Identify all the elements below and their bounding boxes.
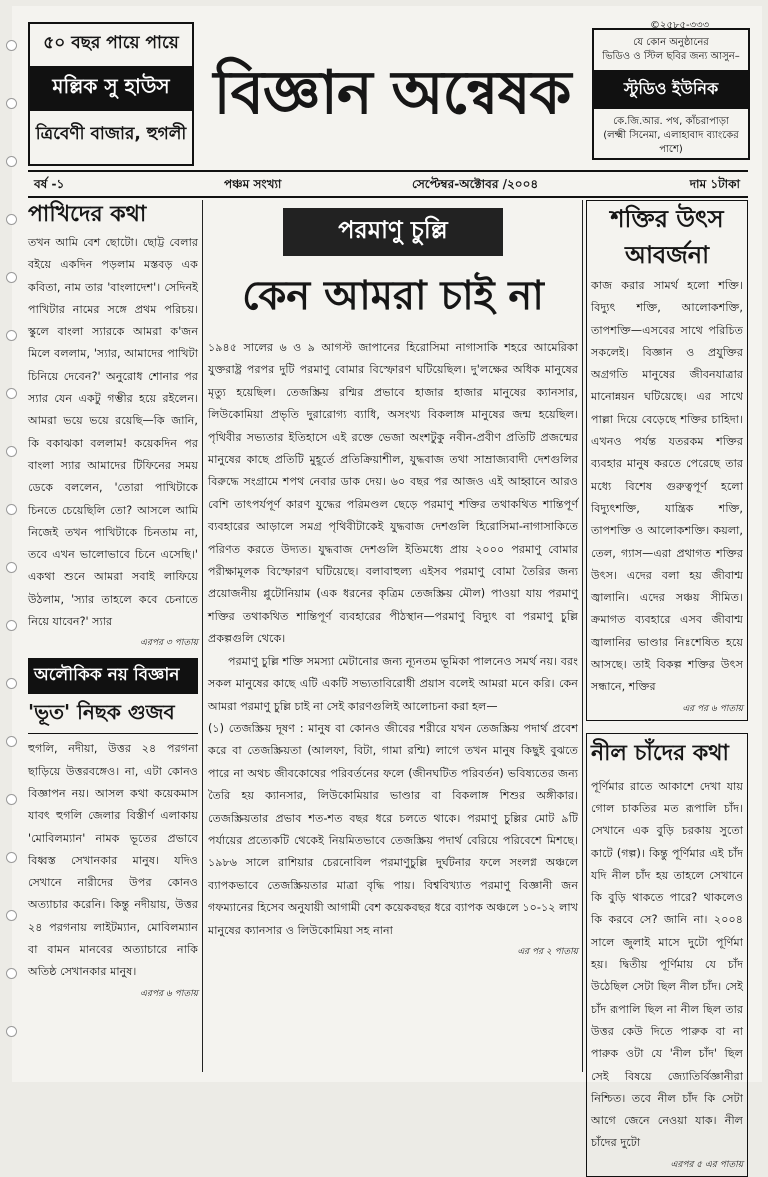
- lead-paragraph: ১৯৪৫ সালের ৬ ও ৯ আগস্ট জাপানের হিরোসিমা নাগাসাকি শহরে আমেরিকা যুক্তরাষ্ট্র পরপর দুটি পরমাণু বোমার বিস্ফোরণ ঘটিয়েছিল। দু'লক্ষের অধিক মানুষের মৃত্যু হয়েছিল। তেজস্ক্রিয় রশ্মির প্রভাবে হাজার হাজার মানুষের ক্যানসার, লিউকোমিয়া প্রভৃতি দুরারোগ্য ব্যাধি, অসংখ্য বিকলাঙ্গ মানুষের জন্ম হয়েছিল। পৃথিবীর সভ্যতার ইতিহাসে এই রক্তে ভেজা অংশটুকু নবীন-প্রবীণ প্রতিটি প্রজন্মের মানুষের কাছে প্রতিটি মুহূর্তে প্রতিক্রিয়াশীল, যুদ্ধবাজ তথা সাম্রাজ্যবাদী দেশগুলির বিরুদ্ধে সংগ্রামে শপথ নেবার ডাক দেয়। ৬০ বছর পর আজও এই আহ্বানে আরও বেশি তাৎপর্যপূর্ণ কারণ যুদ্ধের পরিমণ্ডল ছেড়ে পরমাণু শক্তির তথাকথিত শান্তিপূর্ণ ব্যবহারের আড়ালে সমগ্র পৃথিবীটাকেই যুদ্ধবাজ দেশগুলি হিরোসিমা-নাগাসাকিতে পরিণত করতে উদ্যত। যুদ্ধবাজ দেশগুলি ইতিমধ্যে প্রায় ২০০০ পরমাণু বোমার পরীক্ষামূলক বিস্ফোরণ ঘটিয়েছে। বলাবাহুল্য এইসব পরমাণু বোমা তৈরির জন্য প্রয়োজনীয় প্লুটোনিয়াম (এক ধরনের কৃত্রিম তেজস্ক্রিয় মৌল) পাওয়া যায় পরমাণু শক্তির তথাকথিত শান্তিপূর্ণ ব্যবহারের পীঠস্থান—পরমাণু বিদ্যুৎ বা পরমাণু চুল্লি প্রকল্পগুলি থেকে।: [208, 341, 578, 646]
- binder-hole-icon: [6, 852, 17, 863]
- continued-note: এর পর ২ পাতায়: [517, 946, 578, 957]
- ad-studio-name: স্টুডিও ইউনিক: [594, 70, 748, 109]
- right-column: [586, 200, 748, 1170]
- continued-note: এরপর ৫ এর পাতায়: [670, 1159, 743, 1170]
- binder-hole-icon: [6, 40, 17, 51]
- article-title-birds: পাখিদের কথা: [28, 202, 147, 227]
- ad-studio-address: [594, 115, 748, 157]
- binder-hole-icon: [6, 910, 17, 921]
- issue-year: বর্ষ -১: [34, 177, 65, 191]
- binder-hole-icon: [6, 620, 17, 631]
- lead-paragraph: পরমাণু চুল্লি শক্তি সমস্যা মেটানোর জন্য ন্যূনতম ভূমিকা পালনেও সমর্থ নয়। বরং সকল মানুষের কাছে এটি একটি সভ্যতাবিরোধী প্রয়াস বলেই আমরা মনে করি। কেন আমরা পরমাণু চুল্লি চাই না সেই কারণগুলিই আলোচনা করা হল—: [208, 654, 578, 713]
- binder-hole-icon: [6, 214, 17, 225]
- right-advertisement: [592, 28, 750, 160]
- lead-headline: কেন আমরা চাই না: [242, 272, 544, 319]
- binder-hole-icon: [6, 156, 17, 167]
- ad-intro-line: যে কোন অনুষ্ঠানের: [633, 37, 709, 48]
- continued-note: এর পর ৬ পাতায়: [682, 703, 743, 714]
- issue-bar: [28, 170, 748, 198]
- left-advertisement: [28, 22, 194, 166]
- binder-hole-icon: [6, 504, 17, 515]
- ad-shop-name: মল্লিক সু হাউস: [30, 66, 192, 111]
- binder-hole-icon: [6, 330, 17, 341]
- ad-address-line: কে.জি.আর. পথ, কাঁচরাপাড়া: [613, 116, 729, 127]
- lead-paragraph: (১) তেজস্ক্রিয় দূষণ : মানুষ বা কোনও জীবের শরীরে যখন তেজস্ক্রিয় পদার্থ প্রবেশ করে বা তেজস্ক্রিয়তা (আলফা, বিটা, গামা রশ্মি) লাগে তখন মানুষ কিছুই বুঝতে পারে না অথচ জীবকোষের পরিবর্তনের ফলে (জীনঘটিত পরিবর্তন) ভবিষ্যতের জন্য তৈরি হয় ক্যানসার, লিউকোমিয়ার ভাণ্ডার বা বিকলাঙ্গ শিশুর অঙ্গীকার। তেজস্ক্রিয়তার প্রভাব শত-শত বছর ধরে চলতে থাকে। পরমাণু চুল্লির মোট ৯টি পর্যায়ের প্রত্যেকটি থেকেই নিয়মিতভাবে তেজস্ক্রিয় পদার্থ বেরিয়ে পরিবেশে মিশছে। ১৯৮৬ সালে রাশিয়ার চেরনোবিল পরমাণুচুল্লি দুর্ঘটনার ফলে সংলগ্ন অঞ্চলে ব্যাপকভাবে তেজস্ক্রিয়তার মাত্রা বৃদ্ধি পায়। বিশ্ববিখ্যাত পরমাণু বিজ্ঞানী জন গফম্যানের হিসেব অনুযায়ী আগামী বেশ কয়েকবছর ধরে ব্যাপক অঞ্চলে ১০-১২ লাখ মানুষের ক্যানসার ও লিউকোমিয়া সহ নানা: [208, 721, 578, 937]
- continued-note: এরপর ৬ পাতায়: [140, 988, 198, 999]
- binder-hole-icon: [6, 794, 17, 805]
- continued-note: এরপর ৩ পাতায়: [140, 638, 198, 649]
- article-body-blue-moon: পূর্ণিমার রাতে আকাশে দেখা যায় গোল চাকতির মত রূপালি চাঁদ। সেখানে এক বুড়ি চরকায় সুতো কাটে (গল্প)। কিন্তু পূর্ণিমার এই চাঁদ যদি নীল চাঁদ হয় তাহলে সেখানে কি বুড়ি থাকতে পারে? থাকলেও কি করবে সে? জানি না। ২০০৪ সালে জুলাই মাসে দুটো পূর্ণিমা হয়। দ্বিতীয় পূর্ণিমায় যে চাঁদ উঠেছিল সেটা ছিল নীল চাঁদ। সেই চাঁদ রূপালি ছিল না নীল ছিল তার উত্তর কেউ দিতে পারুক বা না পারুক ওটা যে 'নীল চাঁদ' ছিল সেই বিষয়ে জ্যোতির্বিজ্ঞানীরা নিশ্চিত। তবে নীল চাঁদ কি সেটা আগে জেনে নেওয়া যাক। নীল চাঁদের দুটো: [591, 779, 743, 1150]
- binder-hole-icon: [6, 388, 17, 399]
- article-title-energy: শক্তির উৎস আবর্জনা: [610, 205, 724, 269]
- article-body-birds: তখন আমি বেশ ছোটো। ছোট্ট বেলার বইয়ে একদিন পড়লাম মস্তবড় এক কবিতা, নাম তার 'বাংলাদেশ'। সেদিনই পাখিটার নামের সঙ্গে প্রথম পরিচয়। স্কুলে বাংলা স্যারকে আমরা ক'জন মিলে বললাম, 'স্যার, আমাদের পাখিটা চিনিয়ে দেবেন?' অনুরোধ শোনার পর স্যার যেন একটু গম্ভীর হয়ে রইলেন। আমরা ভয়ে ভয়ে রয়েছি—কি জানি, কি বকাঝকা বললাম! কয়েকদিন পর বাংলা স্যার আমাদের টিফিনের সময় ডেকে বললেন, 'তোরা পাখিটাকে চিনতে চেয়েছিলি তো? আসলে আমি নিজেই তখন পাখিটাকে চিনতাম না, তবে এখন ভালোভাবে চিনে এসেছি।' একথা শুনে আমরা সবাই লাফিয়ে উঠলাম, 'স্যার তাহলে কবে চেনাতে নিয়ে যাবেন?' স্যার: [28, 236, 198, 629]
- section-heading-box: অলৌকিক নয় বিজ্ঞান: [28, 658, 198, 694]
- ad-intro-line: ভিডিও ও স্টিল ছবির জন্য আসুন–: [602, 51, 740, 62]
- issue-price: দাম ১টাকা: [689, 177, 740, 191]
- article-body-energy: কাজ করার সামর্থ হলো শক্তি। বিদ্যুৎ শক্তি, আলোকশক্তি, তাপশক্তি—এসবের সাথে পরিচিত সকলেই। বিজ্ঞান ও প্রযুক্তির অগ্রগতি মানুষের জীবনযাত্রার মানোন্নয়ন ঘটিয়েছে। এর সাথে পাল্লা দিয়ে বেড়েছে শক্তির চাহিদা। এখনও পর্যন্ত যতরকম শক্তির ব্যবহার মানুষ করতে পেরেছে তার মধ্যে বিশেষ গুরুত্বপূর্ণ হলো বিদ্যুৎশক্তি, যান্ত্রিক শক্তি, তাপশক্তি ও আলোকশক্তি। কয়লা, তেল, গ্যাস—এরা প্রথাগত শক্তির উৎস। এদের বলা হয় জীবাশ্ম জ্বালানি। এদের সঞ্চয় সীমিত। ক্রমাগত ব্যবহারে এসব জীবাশ্ম জ্বালানির ভাণ্ডার নিঃশেষিত হয়ে আসছে। তাই বিকল্প শক্তির উৎস সন্ধানে, শক্তির: [591, 279, 743, 694]
- phone-number: ©২৫৮৫-৩৩৩: [650, 20, 710, 31]
- ad-intro: [594, 36, 748, 64]
- middle-column: [208, 200, 578, 1072]
- lead-banner: পরমাণু চুল্লি: [283, 208, 503, 256]
- binder-hole-icon: [6, 272, 17, 283]
- binder-hole-icon: [6, 678, 17, 689]
- left-column: [28, 200, 198, 1072]
- newspaper-masthead: বিজ্ঞান অন্বেষক: [213, 58, 571, 128]
- column-divider: [202, 200, 203, 1072]
- binder-hole-icon: [6, 446, 17, 457]
- binder-hole-icon: [6, 1026, 17, 1037]
- binder-hole-icon: [6, 968, 17, 979]
- issue-date: সেপ্টেম্বর-অক্টোবর /২০০৪: [412, 177, 539, 191]
- ad-address: ত্রিবেণী বাজার, হুগলী: [35, 124, 187, 144]
- blue-moon-article-box: [586, 733, 748, 1177]
- article-title-ghost: 'ভূত' নিছক গুজব: [28, 694, 198, 734]
- binder-holes: [0, 0, 22, 1087]
- binder-hole-icon: [6, 562, 17, 573]
- column-divider: [582, 200, 583, 1072]
- binder-hole-icon: [6, 98, 17, 109]
- article-body-ghost: হুগলি, নদীয়া, উত্তর ২৪ পরগনা ছাড়িয়ে উত্তরবঙ্গেও। না, এটা কোনও বিজ্ঞাপন নয়। আসল কথা কয়েকমাস যাবৎ হুগলি জেলার বিস্তীর্ণ এলাকায় 'মোবিলম্যান' নামক ভূতের প্রভাবে বিধ্বস্ত সেখানকার মানুষ। যদিও সেখানে নারীদের উপর কোনও অত্যাচার করেনি। কিন্তু নদীয়ায়, উত্তর ২৪ পরগনায় লাইটম্যান, মোবিলম্যান বা বামন মানবের অত্যাচারে নাকি অতিষ্ঠ সেখানকার মানুষ।: [28, 742, 198, 979]
- energy-article-box: [586, 200, 748, 721]
- article-title-blue-moon: নীল চাঁদের কথা: [591, 740, 729, 766]
- issue-number: পঞ্চম সংখ্যা: [224, 177, 282, 191]
- ad-address-line: (লক্ষ্মী সিনেমা, এলাহাবাদ ব্যাংকের পাশে): [603, 130, 739, 155]
- ad-tagline: ৫০ বছর পায়ে পায়ে: [43, 33, 179, 53]
- binder-hole-icon: [6, 736, 17, 747]
